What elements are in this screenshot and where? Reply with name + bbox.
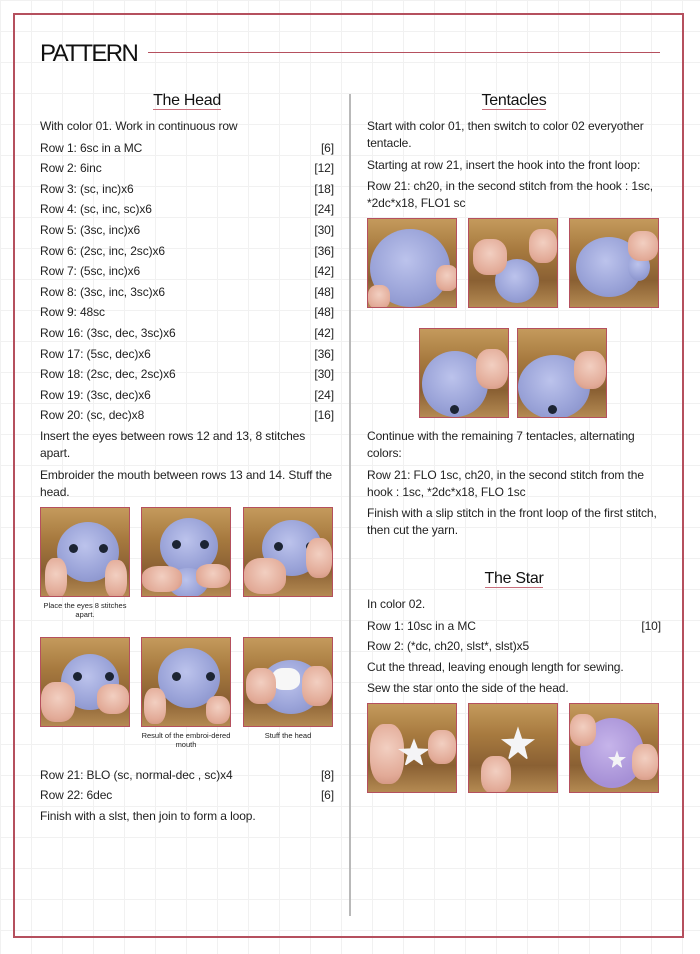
tentacles-continue-note: Continue with the remaining 7 tentacles, alternating colors:: [367, 429, 635, 461]
title-rule: [148, 52, 660, 53]
head-photos-row-2: [40, 637, 334, 767]
tentacles-row21-first: Row 21: ch20, in the second stitch from the hook : 1sc, *2dc*x18, FLO1 sc: [367, 179, 653, 211]
photo-tentacle-1: [367, 218, 457, 308]
star-section: [367, 570, 661, 799]
tentacles-row21-rest: Row 21: FLO 1sc, ch20, in the second stitch from the hook : 1sc, *2dc*x18, FLO 1sc: [367, 467, 644, 499]
row-line: Row 2: 6inc [12]: [40, 161, 334, 176]
photo-star-finished: [468, 703, 558, 793]
photo-stuff-head: [243, 637, 333, 727]
star-photos: [367, 703, 661, 799]
star-cut-note: Cut the thread, leaving enough length for sewing.: [367, 659, 624, 674]
tentacles-section: [367, 92, 661, 799]
tentacle-photos: [367, 218, 661, 428]
tentacles-intro: Start with color 01, then switch to color 02 everyother tentacle.: [367, 119, 644, 150]
row-line: Row 8: (3sc, inc, 3sc)x6 [48]: [40, 284, 334, 299]
head-intro: With color 01. Work in continuous row: [40, 119, 238, 133]
row-line: Row 16: (3sc, dec, 3sc)x6 [42]: [40, 325, 334, 340]
mouth-note: Embroider the mouth between rows 13 and 14. Stuff the head.: [40, 467, 332, 499]
row-line: Row 18: (2sc, dec, 2sc)x6 [30]: [40, 367, 334, 382]
photo-embroider-thread: [243, 507, 333, 597]
star-heading: The Star: [484, 569, 544, 587]
head-photos-row-1: [40, 507, 334, 637]
star-sew-note: Sew the star onto the side of the head.: [367, 681, 569, 696]
column-divider: [349, 94, 351, 916]
eyes-note: Insert the eyes between rows 12 and 13, 8 stitches apart.: [40, 428, 306, 460]
row-line: Row 17: (5sc, dec)x6 [36]: [40, 346, 334, 361]
photo-tentacle-2: [468, 218, 558, 308]
head-heading: The Head: [153, 92, 221, 109]
photo-tentacle-3: [569, 218, 659, 308]
row-line: Row 9: 48sc [48]: [40, 305, 334, 320]
row-line: Row 5: (3sc, inc)x6 [30]: [40, 222, 334, 237]
tentacles-start-note: Starting at row 21, insert the hook into the front loop:: [367, 157, 641, 172]
row-line: Row 3: (sc, inc)x6 [18]: [40, 181, 334, 196]
row-line: Row 1: 10sc in a MC [10]: [367, 618, 661, 633]
photo-embroider-start: [141, 507, 231, 597]
photo-eyes-placed: [40, 507, 130, 597]
row-line: Row 22: 6dec [6]: [40, 788, 334, 803]
photo-tentacle-5: [517, 328, 607, 418]
row-line: Row 7: (5sc, inc)x6 [42]: [40, 264, 334, 279]
head-section: [40, 92, 334, 829]
row-line: Row 4: (sc, inc, sc)x6 [24]: [40, 202, 334, 217]
photo-star-crochet: [367, 703, 457, 793]
row-line: Row 21: BLO (sc, normal-dec , sc)x4 [8]: [40, 767, 334, 782]
photo-tentacle-4: [419, 328, 509, 418]
photo-caption: Result of the embroi-dered mouth: [141, 730, 231, 749]
head-finish-note: Finish with a slst, then join to form a loop.: [40, 808, 256, 823]
tentacles-finish-note: Finish with a slip stitch in the front loop of the first stitch, then cut the yarn.: [367, 506, 657, 538]
row-line: Row 20: (sc, dec)x8 [16]: [40, 408, 334, 423]
row-line: Row 2: (*dc, ch20, slst*, slst)x5: [367, 639, 530, 654]
photo-mouth-result: [141, 637, 231, 727]
photo-star-sewn: [569, 703, 659, 793]
row-line: Row 19: (3sc, dec)x6 [24]: [40, 387, 334, 402]
star-intro: In color 02.: [367, 596, 426, 611]
photo-caption: Stuff the head: [264, 730, 312, 740]
photo-mouth-embroidery: [40, 637, 130, 727]
photo-caption: Place the eyes 8 stitches apart.: [43, 600, 127, 619]
row-line: Row 6: (2sc, inc, 2sc)x6 [36]: [40, 243, 334, 258]
tentacles-heading: Tentacles: [481, 92, 547, 109]
page-title: PATTERN: [40, 40, 138, 67]
row-line: Row 1: 6sc in a MC [6]: [40, 140, 334, 155]
